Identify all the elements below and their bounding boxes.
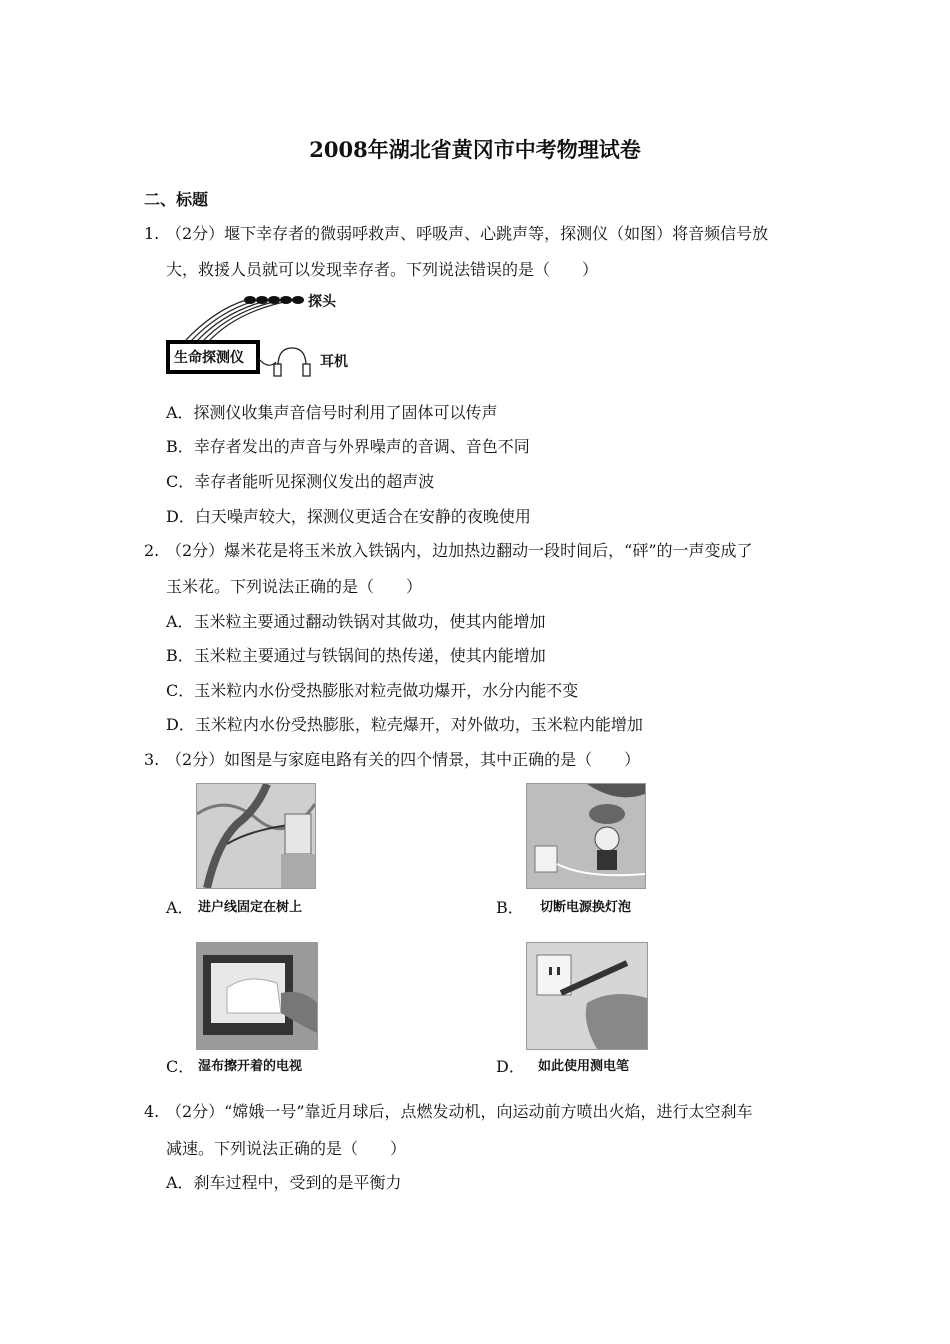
question-2-option-c: C．玉米粒内水份受热膨胀对粒壳做功爆开，水分内能不变 xyxy=(166,681,579,700)
question-1-option-d: D．白天噪声较大，探测仪更适合在安静的夜晚使用 xyxy=(166,507,531,526)
question-3-option-a-caption: 进户线固定在树上 xyxy=(198,900,303,915)
earphone-icon xyxy=(274,348,310,376)
question-4-number: 4. xyxy=(144,1102,160,1121)
question-1-line-1: （2分）堰下幸存者的微弱呼救声、呼吸声、心跳声等，探测仪（如图）将音频信号放 xyxy=(166,224,769,243)
question-3-option-c-letter: C． xyxy=(166,1057,195,1076)
question-3-option-b-caption: 切断电源换灯泡 xyxy=(540,900,632,915)
question-2-option-d: D．玉米粒内水份受热膨胀，粒壳爆开，对外做功，玉米粒内能增加 xyxy=(166,715,643,734)
device-label: 生命探测仪 xyxy=(174,350,244,366)
question-4-option-a: A．刹车过程中，受到的是平衡力 xyxy=(166,1173,402,1192)
earphone-label: 耳机 xyxy=(320,354,348,370)
question-3-option-b-letter: B． xyxy=(496,898,524,917)
question-3-option-d-letter: D． xyxy=(496,1057,525,1076)
question-4-line-1: （2分）“嫦娥一号”靠近月球后，点燃发动机，向运动前方喷出火焰，进行太空刹车 xyxy=(166,1102,753,1121)
question-3-option-c-caption: 湿布擦开着的电视 xyxy=(198,1059,303,1074)
probe-label: 探头 xyxy=(308,294,336,310)
question-1-option-b: B．幸存者发出的声音与外界噪声的音调、音色不同 xyxy=(166,437,530,456)
question-3-line-1: （2分）如图是与家庭电路有关的四个情景，其中正确的是（ ） xyxy=(166,750,641,769)
question-1-option-a: A．探测仪收集声音信号时利用了固体可以传声 xyxy=(166,403,498,422)
question-2-line-2: 玉米花。下列说法正确的是（ ） xyxy=(166,577,423,596)
photo-change-bulb xyxy=(526,783,646,889)
question-1-line-2: 大，救援人员就可以发现幸存者。下列说法错误的是（ ） xyxy=(166,260,599,279)
question-3-option-a-letter: A． xyxy=(166,898,194,917)
photo-wipe-tv xyxy=(196,942,318,1050)
question-1-option-c: C．幸存者能听见探测仪发出的超声波 xyxy=(166,472,435,491)
question-1-number: 1. xyxy=(144,224,160,243)
photo-wire-on-tree xyxy=(196,783,316,889)
page-title: 2008年湖北省黄冈市中考物理试卷 xyxy=(309,137,641,162)
question-3-option-d-caption: 如此使用测电笔 xyxy=(538,1059,630,1074)
question-2-option-a: A．玉米粒主要通过翻动铁锅对其做功，使其内能增加 xyxy=(166,612,546,631)
question-4-line-2: 减速。下列说法正确的是（ ） xyxy=(166,1139,407,1158)
question-2-option-b: B．玉米粒主要通过与铁锅间的热传递，使其内能增加 xyxy=(166,646,546,665)
photo-test-pen xyxy=(526,942,648,1050)
probe-heads xyxy=(244,296,304,304)
question-2-number: 2. xyxy=(144,541,160,560)
section-heading: 二、标题 xyxy=(144,190,209,209)
question-2-line-1: （2分）爆米花是将玉米放入铁锅内，边加热边翻动一段时间后，“砰”的一声变成了 xyxy=(166,541,753,560)
question-3-number: 3. xyxy=(144,750,160,769)
